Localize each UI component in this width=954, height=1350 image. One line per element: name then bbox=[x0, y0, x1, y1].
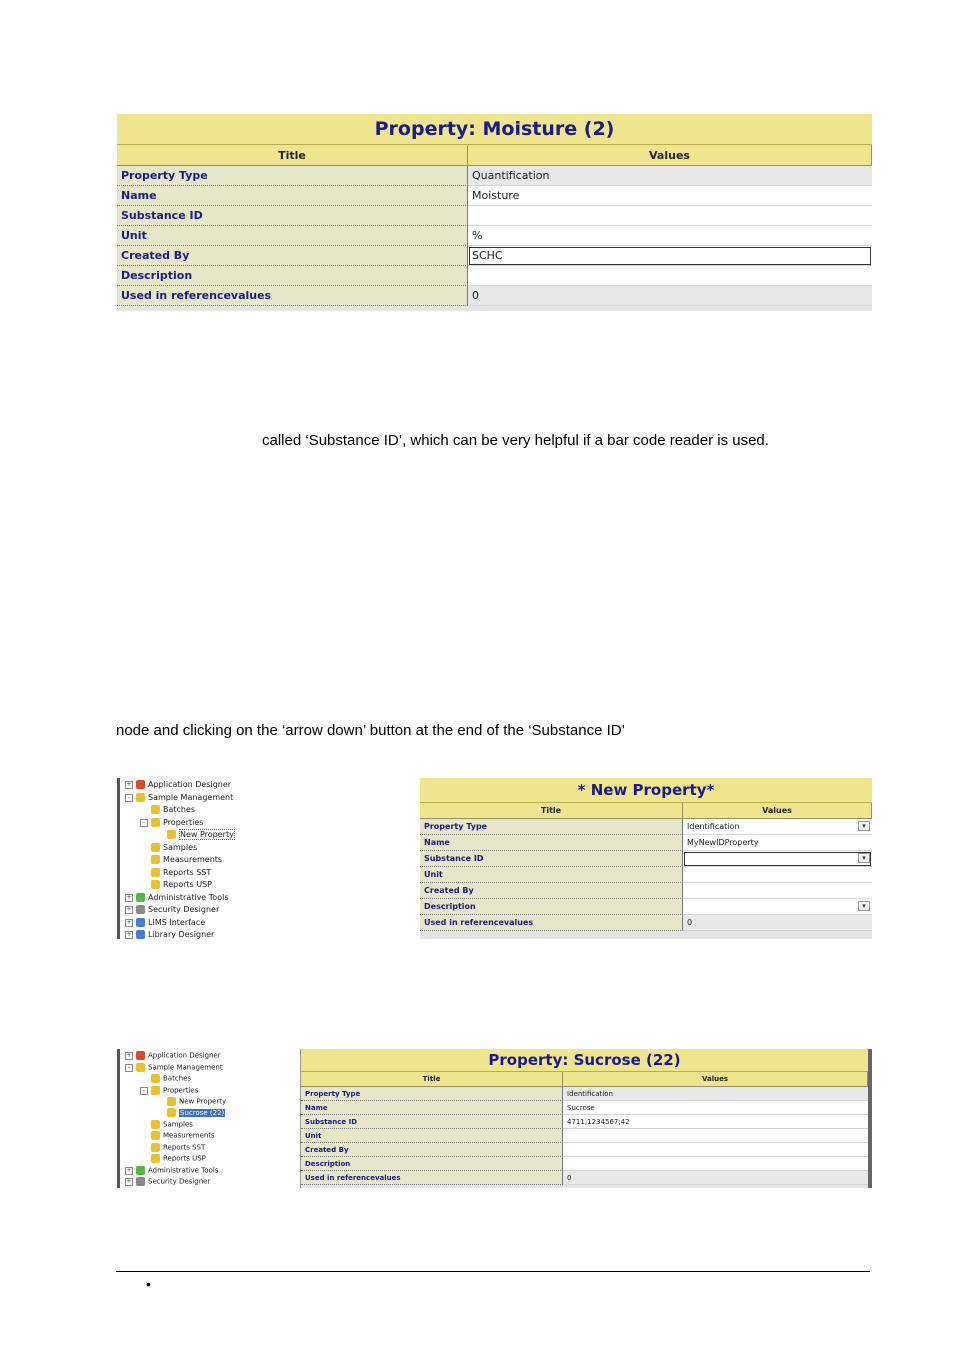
puzzle-icon bbox=[151, 855, 160, 864]
tree-item-label: Properties bbox=[163, 1086, 199, 1095]
row-used-in-referencevalues bbox=[420, 915, 872, 931]
column-values-header: Values bbox=[563, 1072, 868, 1087]
collapse-icon[interactable]: - bbox=[140, 1087, 148, 1095]
puzzle-icon bbox=[151, 1143, 160, 1152]
column-values-header: Values bbox=[468, 145, 872, 166]
row-name bbox=[420, 835, 872, 851]
tree-item-label: Reports USP bbox=[163, 1154, 206, 1163]
puzzle-icon bbox=[151, 868, 160, 877]
expand-icon[interactable]: + bbox=[126, 1177, 132, 1185]
row-created-by bbox=[420, 883, 872, 899]
row-property-type bbox=[301, 1087, 868, 1101]
row-used-in-referencevalues bbox=[117, 286, 872, 306]
row-description bbox=[420, 899, 872, 915]
tree-item-label: Reports USP bbox=[163, 880, 212, 889]
grid-title: * New Property* bbox=[420, 778, 872, 803]
tree-item-label: Measurements bbox=[163, 1131, 215, 1140]
expand-icon[interactable]: + bbox=[126, 893, 132, 901]
column-title-header: Title bbox=[301, 1072, 563, 1087]
puzzle-icon bbox=[151, 1074, 160, 1083]
row-label: Used in referencevalues bbox=[301, 1171, 563, 1185]
substance-id-value[interactable] bbox=[468, 206, 872, 226]
row-label: Description bbox=[420, 899, 683, 915]
navigation-tree bbox=[117, 778, 422, 939]
puzzle-icon bbox=[136, 893, 145, 902]
puzzle-icon bbox=[136, 1051, 145, 1060]
tree-item-new-property[interactable] bbox=[167, 830, 235, 839]
tree-item-sample-management[interactable] bbox=[125, 1063, 223, 1072]
row-label: Used in referencevalues bbox=[117, 286, 468, 306]
tree-item-samples[interactable] bbox=[151, 1120, 193, 1129]
grid-header bbox=[420, 803, 872, 819]
row-name bbox=[301, 1101, 868, 1115]
row-label: Unit bbox=[117, 226, 468, 246]
puzzle-icon bbox=[151, 1120, 160, 1129]
created-by-input[interactable]: SCHC bbox=[468, 246, 872, 266]
navigation-tree bbox=[117, 1049, 301, 1188]
tree-item-label: Properties bbox=[163, 818, 204, 827]
column-title-header: Title bbox=[420, 803, 683, 819]
row-label: Created By bbox=[301, 1143, 563, 1157]
row-substance-id bbox=[420, 851, 872, 867]
unit-value[interactable] bbox=[563, 1129, 868, 1143]
name-value[interactable]: Moisture bbox=[468, 186, 872, 206]
column-title-header: Title bbox=[117, 145, 468, 166]
substance-id-value[interactable]: 4711;1234567;42 bbox=[563, 1115, 868, 1129]
row-label: Description bbox=[117, 266, 468, 286]
property-grid-sucrose bbox=[301, 1049, 872, 1188]
tree-item-label: Security Designer bbox=[148, 1177, 211, 1186]
description-value[interactable] bbox=[468, 266, 872, 286]
tree-item-label: Measurements bbox=[163, 855, 223, 864]
expand-icon[interactable]: + bbox=[126, 780, 132, 788]
tree-item-label: Application Designer bbox=[148, 780, 232, 789]
created-by-value[interactable] bbox=[563, 1143, 868, 1157]
row-label: Created By bbox=[117, 246, 468, 266]
tree-item-label: Application Designer bbox=[148, 1051, 221, 1060]
tree-item-label: Administrative Tools bbox=[148, 893, 229, 902]
tree-item-label: Batches bbox=[163, 1074, 192, 1083]
tree-item-reports-sst[interactable] bbox=[151, 1143, 205, 1152]
tree-item-samples[interactable] bbox=[151, 843, 197, 852]
tree-item-properties[interactable] bbox=[140, 818, 203, 827]
row-label: Unit bbox=[420, 867, 683, 883]
description-value[interactable] bbox=[563, 1157, 868, 1171]
row-label: Name bbox=[301, 1101, 563, 1115]
grid-title: Property: Sucrose (22) bbox=[301, 1049, 868, 1072]
puzzle-icon bbox=[151, 1154, 160, 1163]
property-type-select[interactable] bbox=[683, 819, 872, 835]
property-type-value[interactable]: Identification bbox=[563, 1087, 868, 1101]
name-value[interactable]: MyNewIDProperty bbox=[683, 835, 872, 851]
grid-header bbox=[301, 1072, 868, 1087]
name-value[interactable]: Sucrose bbox=[563, 1101, 868, 1115]
row-label: Substance ID bbox=[301, 1115, 563, 1129]
tree-item-sucrose[interactable] bbox=[167, 1108, 225, 1117]
grid-title: Property: Moisture (2) bbox=[117, 114, 872, 145]
tree-item-label: Batches bbox=[163, 805, 196, 814]
tree-item-label: New Property bbox=[179, 1097, 227, 1106]
tree-item-properties[interactable] bbox=[140, 1086, 198, 1095]
row-substance-id bbox=[301, 1115, 868, 1129]
row-label: Name bbox=[117, 186, 468, 206]
tree-item-library-designer[interactable] bbox=[125, 930, 214, 939]
row-substance-id bbox=[117, 206, 872, 226]
puzzle-icon bbox=[136, 1177, 145, 1186]
footer-bullet: • bbox=[146, 1276, 151, 1292]
puzzle-icon bbox=[136, 1063, 145, 1072]
tree-item-batches[interactable] bbox=[151, 805, 195, 814]
tree-item-label: Administrative Tools bbox=[148, 1166, 219, 1175]
row-label: Unit bbox=[301, 1129, 563, 1143]
row-property-type bbox=[117, 166, 872, 186]
tree-item-administrative-tools[interactable] bbox=[125, 893, 228, 902]
tree-item-application-designer[interactable] bbox=[125, 1051, 221, 1060]
row-label: Property Type bbox=[420, 819, 683, 835]
dropdown-arrow-icon[interactable]: ▾ bbox=[858, 901, 870, 911]
tree-item-application-designer[interactable] bbox=[125, 780, 231, 789]
property-grid-moisture bbox=[117, 114, 872, 311]
tree-item-reports-usp[interactable] bbox=[151, 1154, 206, 1163]
row-unit bbox=[420, 867, 872, 883]
footer-divider bbox=[116, 1271, 870, 1272]
tree-item-label: Samples bbox=[163, 1120, 193, 1129]
puzzle-icon bbox=[151, 880, 160, 889]
tree-item-label: Security Designer bbox=[148, 905, 220, 914]
tree-item-label: New Property bbox=[180, 830, 234, 839]
row-label: Property Type bbox=[117, 166, 468, 186]
unit-value[interactable] bbox=[683, 867, 872, 883]
tree-item-measurements[interactable] bbox=[151, 855, 222, 864]
tree-item-security-designer[interactable] bbox=[125, 905, 219, 914]
row-created-by bbox=[117, 246, 872, 266]
tree-item-new-property[interactable] bbox=[167, 1097, 226, 1106]
expand-icon[interactable]: + bbox=[126, 918, 132, 926]
row-unit bbox=[117, 226, 872, 246]
expand-icon[interactable]: + bbox=[126, 1166, 132, 1174]
tree-item-administrative-tools[interactable] bbox=[125, 1166, 218, 1175]
row-label: Description bbox=[301, 1157, 563, 1171]
created-by-value[interactable] bbox=[683, 883, 872, 899]
tree-item-security-designer[interactable] bbox=[125, 1177, 210, 1186]
puzzle-icon bbox=[151, 818, 160, 827]
description-select[interactable] bbox=[683, 899, 872, 915]
property-grid-new-property bbox=[420, 778, 872, 939]
puzzle-icon bbox=[136, 905, 145, 914]
grid-header bbox=[117, 145, 872, 166]
row-unit bbox=[301, 1129, 868, 1143]
puzzle-icon bbox=[136, 930, 145, 939]
row-label: Used in referencevalues bbox=[420, 915, 683, 931]
tree-item-measurements[interactable] bbox=[151, 1131, 215, 1140]
row-label: Substance ID bbox=[117, 206, 468, 226]
property-type-value[interactable]: Quantification bbox=[468, 166, 872, 186]
tree-item-batches[interactable] bbox=[151, 1074, 191, 1083]
substance-id-select[interactable] bbox=[683, 851, 872, 867]
collapse-icon[interactable]: - bbox=[125, 1064, 133, 1072]
row-property-type bbox=[420, 819, 872, 835]
tree-item-reports-usp[interactable] bbox=[151, 880, 212, 889]
tree-item-label: Samples bbox=[163, 843, 198, 852]
row-label: Created By bbox=[420, 883, 683, 899]
tree-item-lims-interface[interactable] bbox=[125, 918, 205, 927]
puzzle-icon bbox=[151, 1086, 160, 1095]
puzzle-icon bbox=[167, 830, 176, 839]
row-description bbox=[117, 266, 872, 286]
used-in-referencevalues-value: 0 bbox=[468, 286, 872, 306]
tree-item-label: Sample Management bbox=[148, 793, 234, 802]
tree-item-label: LIMS Interface bbox=[148, 918, 206, 927]
tree-item-label: Sucrose (22) bbox=[180, 1108, 225, 1117]
collapse-icon[interactable]: - bbox=[140, 819, 148, 827]
property-type-value: Identification bbox=[687, 822, 740, 831]
used-in-referencevalues-value: 0 bbox=[683, 915, 872, 931]
dropdown-arrow-icon[interactable]: ▾ bbox=[858, 853, 870, 863]
tree-item-label: Sample Management bbox=[148, 1063, 223, 1072]
puzzle-icon bbox=[136, 1166, 145, 1175]
row-label: Substance ID bbox=[420, 851, 683, 867]
tree-item-label: Reports SST bbox=[163, 1143, 206, 1152]
used-in-referencevalues-value: 0 bbox=[563, 1171, 868, 1185]
puzzle-icon bbox=[151, 805, 160, 814]
expand-icon[interactable]: + bbox=[126, 930, 132, 938]
dropdown-arrow-icon[interactable]: ▾ bbox=[858, 821, 870, 831]
tree-item-sample-management[interactable] bbox=[125, 793, 233, 802]
column-values-header: Values bbox=[683, 803, 872, 819]
expand-icon[interactable]: + bbox=[126, 1051, 132, 1059]
row-label: Name bbox=[420, 835, 683, 851]
collapse-icon[interactable]: - bbox=[125, 794, 133, 802]
tree-item-label: Reports SST bbox=[163, 868, 212, 877]
puzzle-icon bbox=[167, 1108, 176, 1117]
puzzle-icon bbox=[136, 780, 145, 789]
row-name bbox=[117, 186, 872, 206]
body-text-line-2: node and clicking on the ‘arrow down’ button at the end of the ‘Substance ID’ bbox=[116, 722, 625, 739]
puzzle-icon bbox=[167, 1097, 176, 1106]
row-description bbox=[301, 1157, 868, 1171]
puzzle-icon bbox=[151, 843, 160, 852]
puzzle-icon bbox=[136, 793, 145, 802]
row-label: Property Type bbox=[301, 1087, 563, 1101]
row-created-by bbox=[301, 1143, 868, 1157]
puzzle-icon bbox=[151, 1131, 160, 1140]
puzzle-icon bbox=[136, 918, 145, 927]
unit-value[interactable]: % bbox=[468, 226, 872, 246]
body-text-line-1: called ‘Substance ID’, which can be very helpful if a bar code reader is used. bbox=[262, 432, 769, 449]
tree-item-label: Library Designer bbox=[148, 930, 215, 939]
tree-item-reports-sst[interactable] bbox=[151, 868, 211, 877]
expand-icon[interactable]: + bbox=[126, 905, 132, 913]
row-used-in-referencevalues bbox=[301, 1171, 868, 1185]
